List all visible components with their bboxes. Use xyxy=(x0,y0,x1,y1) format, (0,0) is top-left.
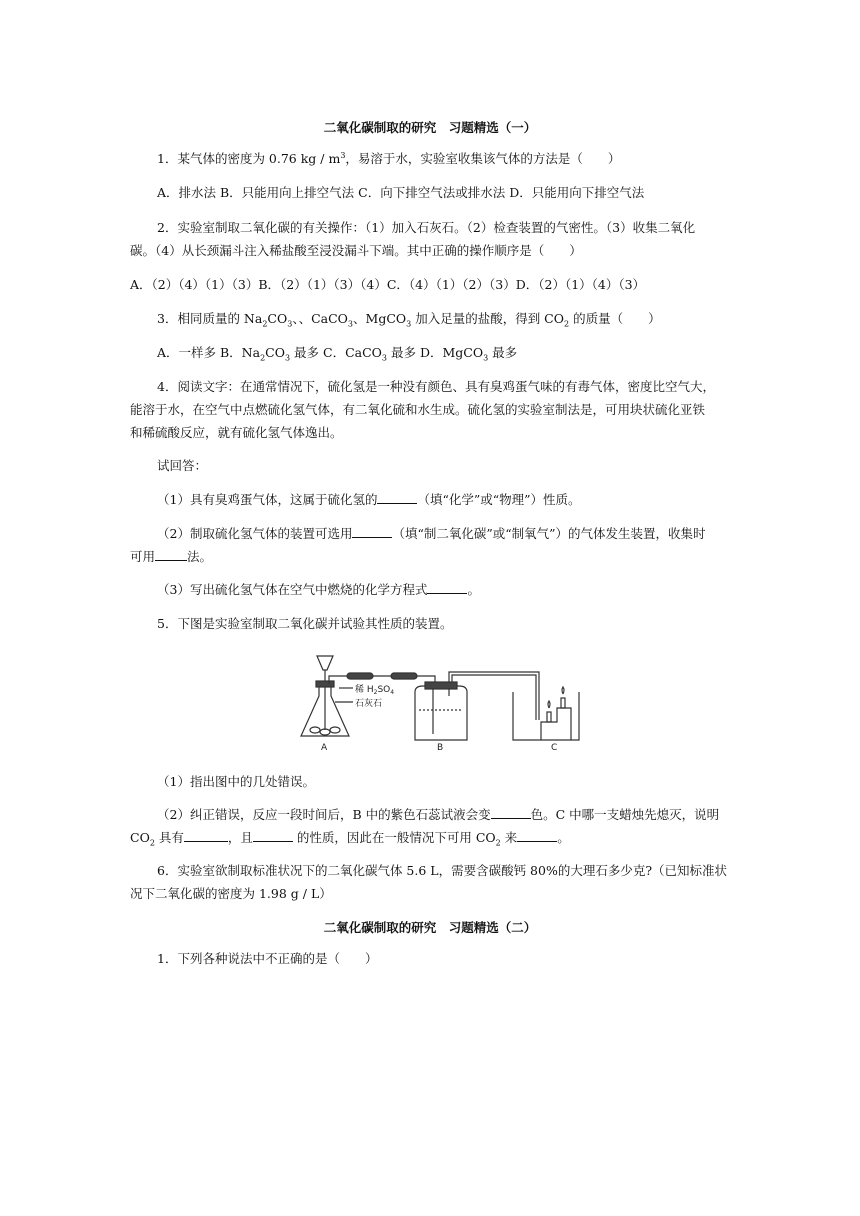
q4-sub1: （1）具有臭鸡蛋气体，这属于硫化氢的 （填“化学”或“物理”）性质。 xyxy=(157,492,581,507)
q4-passage-line1: 4．阅读文字：在通常情况下，硫化氢是一种没有颜色、具有臭鸡蛋气味的有毒气体，密度比空气大， xyxy=(157,379,715,394)
s2-q1-stem: 1．下列各种说法中不正确的是（ ） xyxy=(157,951,378,966)
q5-stem: 5．下图是实验室制取二氧化碳并试验其性质的装置。 xyxy=(157,616,453,631)
q2-options: A．（2）（4）（1）（3）B．（2）（1）（3）（4）C．（4）（1）（2）（3）D．（2）（1）（4）（3） xyxy=(130,277,646,292)
q3-stem: 3．相同质量的 $Na_2CO_3$、、CaCO$_3$、MgCO$_3$ 加入足量的盐酸，得到 $CO_2$ 的质量（ ） xyxy=(157,311,661,329)
answer-blank[interactable] xyxy=(517,829,557,842)
label-c: C xyxy=(551,743,558,753)
label-b: B xyxy=(437,743,444,753)
q4-passage-line3: 和稀硫酸反应，就有硫化氢气体逸出。 xyxy=(130,425,343,440)
q2-stem-line2: 碳。（4）从长颈漏斗注入稀盐酸至浸没漏斗下端。其中正确的操作顺序是（ ） xyxy=(130,243,582,258)
limestone-label: 石灰石 xyxy=(355,699,383,709)
q4-sub3: （3）写出硫化氢气体在空气中燃烧的化学方程式 。 xyxy=(157,582,480,597)
q1-stem: 1．某气体的密度为 0.76 kg / $m^3$，易溶于水，实验室收集该气体的方法是（ ） xyxy=(157,150,621,166)
funnel-icon xyxy=(317,656,333,670)
answer-blank[interactable] xyxy=(427,581,467,594)
section-2-title: 二氧化碳制取的研究 习题精选（二） xyxy=(323,920,537,935)
q6-line1: 6．实验室欲制取标准状况下的二氧化碳气体 5.6 L，需要含碳酸钙 80%的大理石多少克?（已知标准状 xyxy=(157,863,728,878)
bottle-b-icon xyxy=(415,686,467,740)
candle-flame-icon xyxy=(562,687,564,694)
q5-sub1: （1）指出图中的几处错误。 xyxy=(157,774,315,789)
acid-label: 稀 $H_2SO_4$ xyxy=(355,685,395,696)
answer-blank[interactable] xyxy=(253,829,293,842)
answer-blank[interactable] xyxy=(184,829,228,842)
beaker-c-icon xyxy=(513,692,579,740)
answer-blank[interactable] xyxy=(352,525,392,538)
answer-blank[interactable] xyxy=(491,806,531,819)
q4-sub2-line1: （2）制取硫化氢气体的装置可选用 （填“制二氧化碳”或“制氧气”）的气体发生装置，收集时 xyxy=(157,526,706,541)
apparatus-figure xyxy=(295,648,595,756)
answer-blank[interactable] xyxy=(377,491,417,504)
candle-flame-icon xyxy=(548,701,550,708)
label-a: A xyxy=(321,743,328,753)
q6-line2: 况下二氧化碳的密度为 1.98 g / L） xyxy=(130,886,332,901)
q1-options: A．排水法 B．只能用向上排空气法 C．向下排空气法或排水法 D．只能用向下排空气法 xyxy=(157,185,645,200)
q4-answer-intro: 试回答： xyxy=(157,458,208,473)
q2-stem-line1: 2．实验室制取二氧化碳的有关操作：（1）加入石灰石。（2）检查装置的气密性。（3）收集二氧化 xyxy=(157,220,696,235)
q5-sub2-line1: （2）纠正错误，反应一段时间后，B 中的紫色石蕊试液会变 色。C 中哪一支蜡烛先熄灭，说明 xyxy=(157,807,720,822)
answer-blank[interactable] xyxy=(155,548,187,561)
q4-passage-line2: 能溶于水，在空气中点燃硫化氢气体，有二氧化硫和水生成。硫化氢的实验室制法是，可用块状硫化亚铁 xyxy=(130,402,706,417)
section-1-title: 二氧化碳制取的研究 习题精选（一） xyxy=(323,120,537,135)
q4-sub2-line2: 可用 法。 xyxy=(130,549,213,564)
q3-options: A．一样多 B．$Na_2CO_3$ 最多 C．CaCO$_3$ 最多 D．MgCO$_3$ 最多 xyxy=(157,345,518,363)
q5-sub2-line2: $CO_2$ 具有 ，且 的性质，因此在一般情况下可用 $CO_2$ 来 。 xyxy=(130,830,570,848)
